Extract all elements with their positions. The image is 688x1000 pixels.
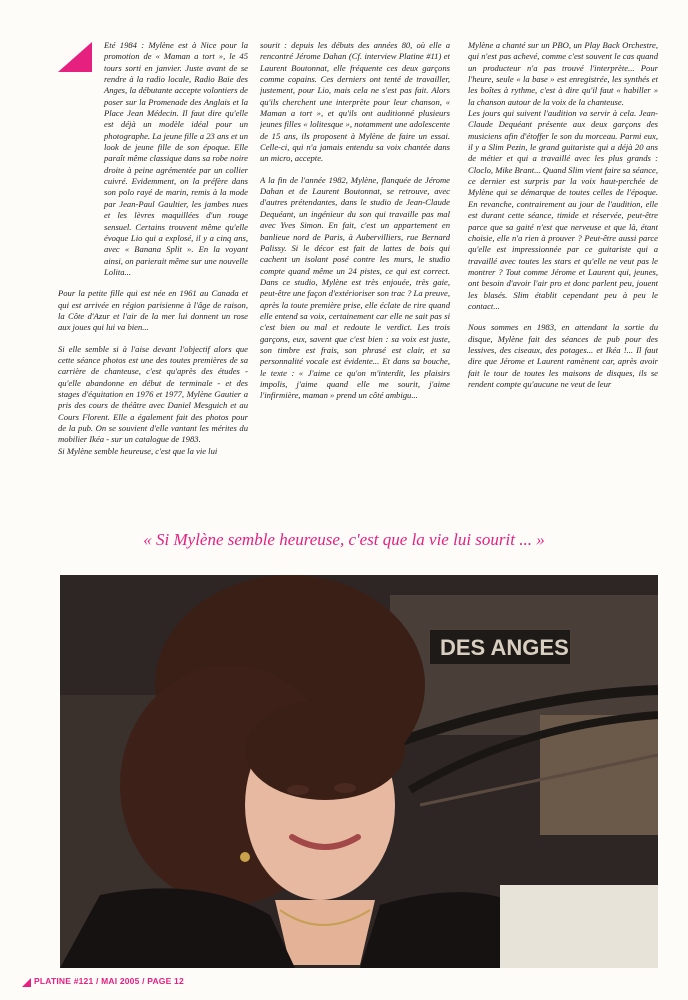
paragraph: Si elle semble si à l'aise devant l'objectif alors que cette séance photos est une des toutes premières de sa carrière de chanteuse, c'est qu'après des études - qu'elle abandonne en début de terminale - et des stages d'équitation en 1976 et 1977, Mylène Gautier a pris des cours de théâtre avec Daniel Mesguich et au Cours Florent. Elle a également fait des photos pour de la pub. On se souvient d'elle vantant les mérites du mobilier Ikéa - sur un catalogue de 1983. [58, 343, 248, 445]
page-footer [22, 976, 184, 986]
paragraph: A la fin de l'année 1982, Mylène, flanquée de Jérome Dahan et de Laurent Boutonnat, se retrouve, avec d'autres prétendantes, dans le studio de Jean-Claude Dequéant, un ingénieur du son qui travaille pas mal avec Yves Simon. En fait, c'est un appartement en banlieue nord de Paris, à Aubervilliers, rue Bernard Palissy. Si le décor est fait de lattes de bois qui cachent un isolant posé contre les murs, le studio compte quand même un 24 pistes, ce qui est correct. Dans ce studio, Mylène est très enjouée, très gaie, peut-être une façon d'extérioriser son trac ? La preuve, après la toute première prise, elle éclate de rire quand elle entend sa voix, certainement car elle ne sait pas si c'est bien ou mal et redoute le verdict. Les trois garçons, eux, savent que c'est bien : sa voix est juste, son timbre est frais, son phrasé est clair, et sa personnalité vocale est évidente... Et dans sa bouche, le texte : « J'aime ce qu'on m'interdit, les plaisirs impolis, j'aime quand elle me sourit, j'aime l'infirmière, maman » prend un côté ambigu... [260, 174, 450, 401]
paragraph: Les jours qui suivent l'audition va servir à cela. Jean-Claude Dequéant présente aux deux garçons des musiciens afin d'étoffer le son du morceau. Parmi eux, il y a Slim Pezin, le grand guitariste qui a déjà 20 ans de métier et qui a travaillé avec les plus grands : Cloclo, Mike Brant... Quand Slim vient faire sa séance, ce dernier est surpris par la voix haut-perchée de Mylène qui se démarque de toutes celles de l'époque. En revanche, contrairement au jour de l'audition, elle est durant cette séance, timide et réservée, peut-être parce que sa gaité n'est que nerveuse et que là, étant choisie, elle n'a rien à prouver ? Peut-être aussi parce qu'elle est impressionnée par ce guitariste qui a travaillé avec toutes les stars et qu'elle ne veut pas le montrer ? Tout comme Jérome et Laurent qui, jeunes, ont besoin d'avoir l'air pro et donc parlent peu, jouent les blasés. Slim établit cependant peu à peu le contact... [468, 108, 658, 311]
paragraph: Nous sommes en 1983, en attendant la sortie du disque, Mylène fait des séances de pub pour des lessives, des ciseaux, des potages... et Ikéa !... Il faut dire que Jérome et Laurent ramènent car, après avoir fait le tour de toutes les maisons de disques, ils se rendent compte qu'aucune ne veut de leur [468, 322, 658, 389]
radio-sign-text: DES ANGES [440, 635, 569, 660]
paragraph: sourit : depuis les débuts des années 80, où elle a rencontré Jérome Dahan (Cf. interview Platine #11) et Laurent Boutonnat, elle fréquente ces deux garçons comme copains. Ces derniers ont tenté de travailler, justement, pour Lio, mais cela ne s'est pas fait. Alors qu'ils cherchent une interprète pour leur chanson, « Maman a tort », et qu'ils ont auditionné plusieurs jeunes filles « lolitesque », notamment une adolescente de 15 ans, ils proposent à Mylène de faire un essai. Celle-ci, qui n'a jamais entendu sa voix chantée dans un micro, accepte. [260, 40, 450, 164]
paragraph: Si Mylène semble heureuse, c'est que la vie lui [58, 445, 218, 456]
article-column-3 [468, 40, 658, 495]
footer-text: PLATINE #121 / MAI 2005 / PAGE 12 [34, 976, 184, 986]
photo-illustration [60, 575, 658, 968]
article-body [58, 40, 658, 495]
article-column-1 [58, 40, 248, 495]
article-column-2 [260, 40, 450, 495]
paragraph: Mylène a chanté sur un PBO, un Play Back Orchestre, qui n'est pas achevé, comme c'est souvent le cas quand un producteur n'a pas trouvé l'interprète... Pour l'heure, seule « la base » est enregistrée, les synthés et les boîtes à rythme, c'est à dire qu'il faut « habiller » la chanson autour de la voix de la chanteuse. [468, 40, 658, 107]
photo-portrait [60, 575, 658, 968]
paragraph: Pour la petite fille qui est née en 1961 au Canada et qui est arrivée en région parisienne à l'âge de raison, la Côte d'Azur et l'air de la mer lui donnent un rose aux joues qui lui va bien... [58, 288, 248, 333]
pull-quote: « Si Mylène semble heureuse, c'est que la vie lui sourit ... » [143, 530, 545, 549]
paragraph: Eté 1984 : Mylène est à Nice pour la promotion de « Maman a tort », le 45 tours sorti en janvier. Juste avant de se rendre à la radio locale, Radio Baie des Anges, la débutante accepte volontiers de poser sur la Promenade des Anglais et la Place Jean Médecin. Il faut dire qu'elle est déjà un modèle idéal pour un photographe. La jeune fille a 23 ans et un look de jeune fille de son époque. Elle paraît même classique dans sa robe noire droite à peine agrémentée par un collier cuivré. Evidemment, on la préfère dans son polo rayé de marin, remis à la mode par Jean-Paul Gaultier, les jambes nues et les lèvres maquillées d'un rouge sensuel. Certains trouvent même qu'elle évoque Lio qui a explosé, il y a cinq ans, avec « Banana Split ». En la voyant ainsi, on parierait même sur une nouvelle Lolita... [104, 40, 248, 277]
